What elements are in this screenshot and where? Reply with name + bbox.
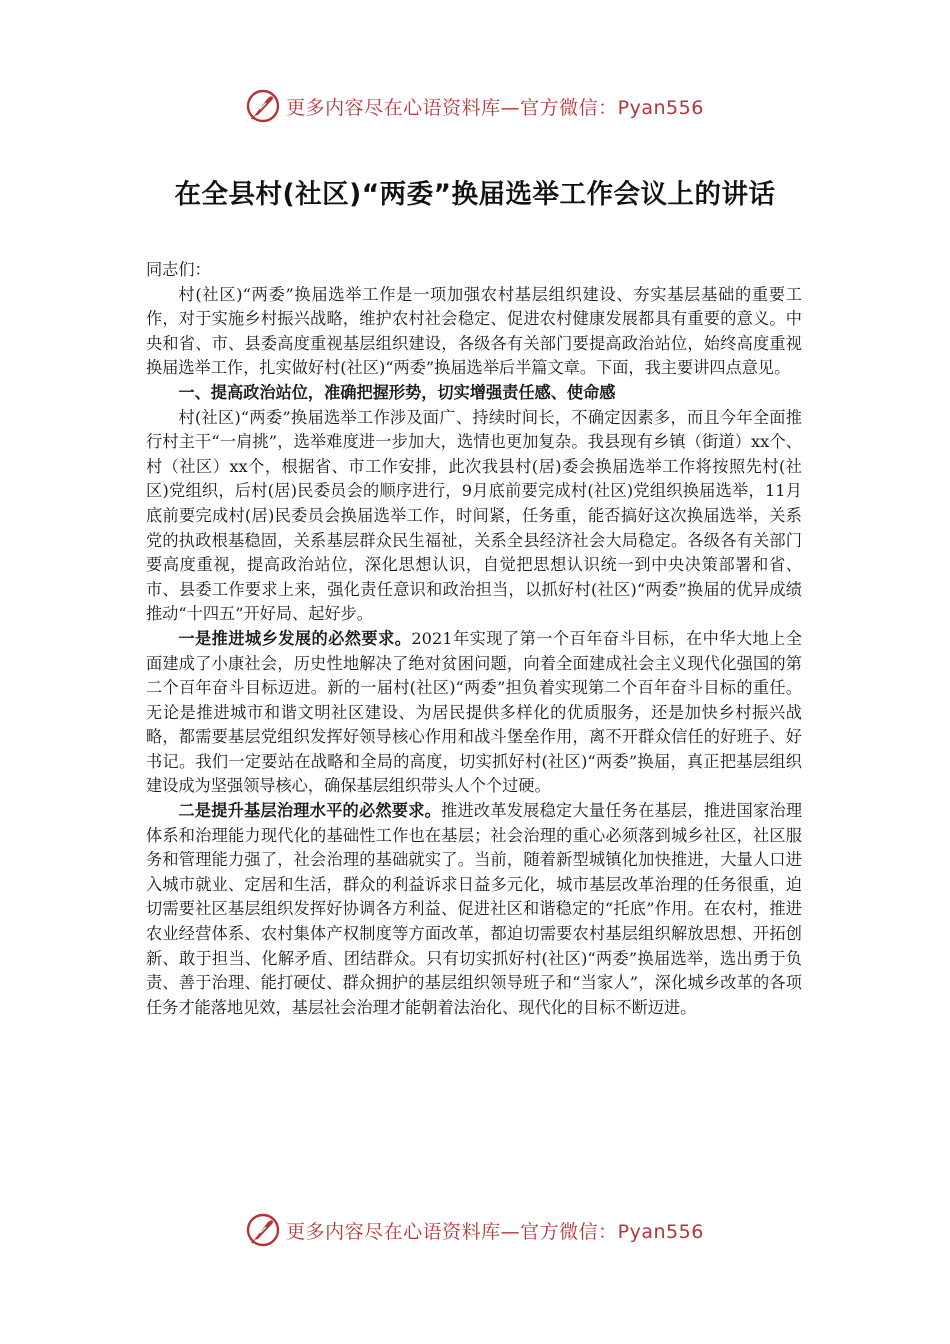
point-2-text: 推进改革发展稳定大量任务在基层，推进国家治理体系和治理能力现代化的基础性工作也在基层；社会治理的重心必须落到城乡社区，社区服务和管理能力强了，社会治理的基础就实了。当前，随着新型城镇化加快推进，大量人口进入城市就业、定居和生活，群众的利益诉求日益多元化，城市基层改革治理的任务很重，迫切需要社区基层组织发挥好协调各方利益、促进社区和谐稳定的“托底”作用。在农村，推进农业经营体系、农村集体产权制度等方面改革，都迫切需要农村基层组织解放思想、开拓创新、敢于担当、化解矛盾、团结群众。只有切实抓好村(社区)“两委”换届选举，选出勇于负责、善于治理、能打硬仗、群众拥护的基层组织领导班子和“当家人”，深化城乡改革的各项任务才能落地见效，基层社会治理才能朝着法治化、现代化的目标不断迈进。 — [146, 801, 803, 1017]
paragraph-point-2 — [146, 799, 802, 1020]
header-banner — [0, 84, 950, 128]
quill-pen-logo-icon — [246, 89, 280, 123]
banner-text: 更多内容尽在心语资料库—官方微信：Pyan556 — [286, 96, 704, 119]
section-heading-1: 一、提高政治站位，准确把握形势，切实增强责任感、使命感 — [178, 382, 616, 402]
point-1-lead: 一是推进城乡发展的必然要求。 — [178, 628, 412, 648]
paragraph-intro: 村(社区)“两委”换届选举工作是一项加强农村基层组织建设、夯实基层基础的重要工作，对于实施乡村振兴战略，维护农村社会稳定、促进农村健康发展都具有重要的意义。中央和省、市、县委高度重视基层组织建设，各级各有关部门要提高政治站位，始终高度重视换届选举工作，扎实做好村(社区)“两委”换届选举后半篇文章。下面，我主要讲四点意见。 — [146, 284, 802, 378]
point-2-lead: 二是提升基层治理水平的必然要求。 — [178, 801, 442, 821]
salutation: 同志们： — [146, 260, 211, 279]
point-1-text: 2021年实现了第一个百年奋斗目标，在中华大地上全面建成了小康社会，历史性地解决了绝对贫困问题，向着全面建成社会主义现代化强国的第二个百年奋斗目标迈进。新的一届村(社区)“两委”担负着实现第二个百年奋斗目标的重任。无论是推进城市和谐文明社区建设、为居民提供多样化的优质服务，还是加快乡村振兴战略，都需要基层党组织发挥好领导核心作用和战斗堡垒作用，离不开群众信任的好班子、好书记。我们一定要站在战略和全局的高度，切实抓好村(社区)“两委”换届，真正把基层组织建设成为坚强领导核心，确保基层组织带头人个个过硬。 — [146, 628, 802, 796]
quill-pen-logo-icon — [246, 1213, 280, 1247]
footer-banner — [0, 1208, 950, 1252]
document-body — [146, 258, 802, 1020]
page-title: 在全县村(社区)“两委”换届选举工作会议上的讲话 — [174, 179, 776, 210]
banner-text: 更多内容尽在心语资料库—官方微信：Pyan556 — [286, 1220, 704, 1243]
paragraph-situation: 村(社区)“两委”换届选举工作涉及面广、持续时间长，不确定因素多，而且今年全面推行村主干“一肩挑”，选举难度进一步加大，选情也更加复杂。我县现有乡镇（街道）xx个、村（社区）xx个，根据省、市工作安排，此次我县村(居)委会换届选举工作将按照先村(社区)党组织，后村(居)民委员会的顺序进行，9月底前要完成村(社区)党组织换届选举，11月底前要完成村(居)民委员会换届选举工作，时间紧，任务重，能否搞好这次换届选举，关系党的执政根基稳固，关系基层群众民生福祉，关系全县经济社会大局稳定。各级各有关部门要高度重视，提高政治站位，深化思想认识，自觉把思想认识统一到中央决策部署和省、市、县委工作要求上来，强化责任意识和政治担当，以抓好村(社区)“两委”换届的优异成绩推动“十四五”开好局、起好步。 — [146, 407, 802, 624]
paragraph-point-1 — [146, 627, 802, 799]
